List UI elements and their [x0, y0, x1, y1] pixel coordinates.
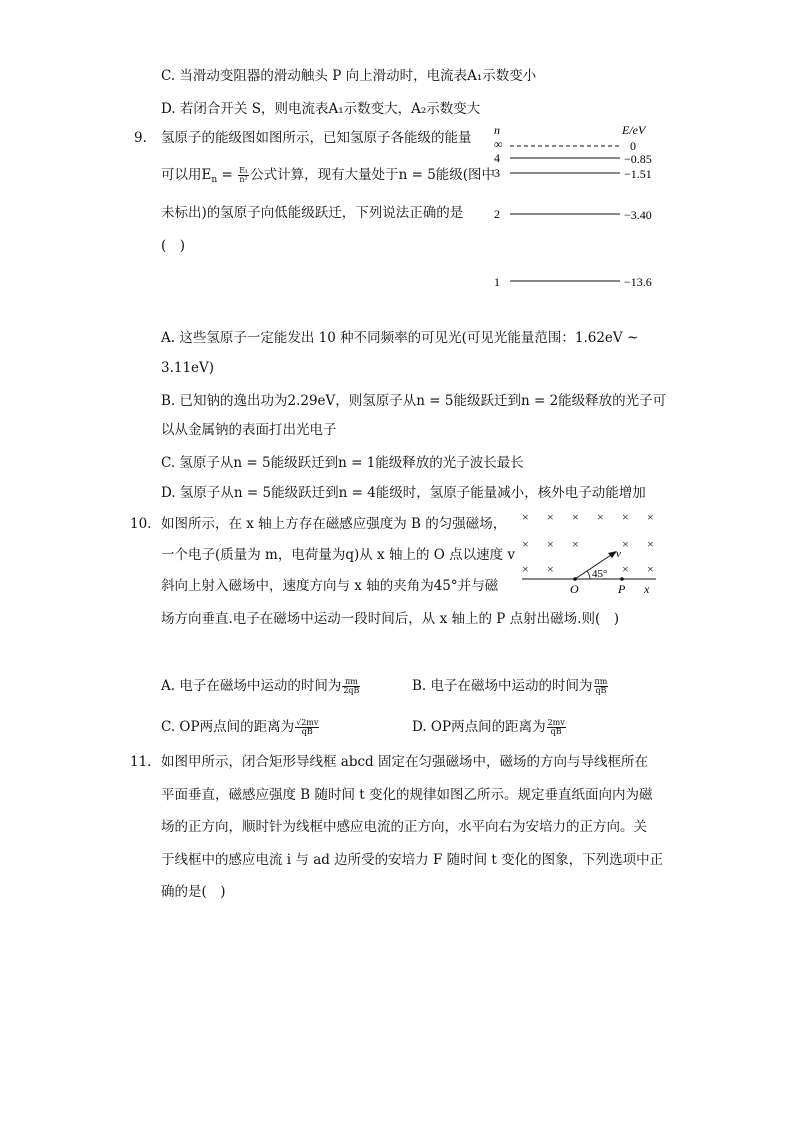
- velocity-label: v: [616, 548, 621, 560]
- magnetic-field-diagram: [518, 507, 663, 597]
- n-axis-label: n: [494, 123, 500, 137]
- x-axis-label: x: [644, 582, 650, 596]
- svg-text:×: ×: [622, 562, 629, 576]
- q10-stem-line4: 场方向垂直.电子在磁场中运动一段时间后，从 x 轴上的 P 点射出磁场.则( ): [161, 611, 619, 627]
- svg-text:−0.85: −0.85: [624, 152, 652, 166]
- q9-number: 9.: [134, 130, 147, 146]
- q11-stem-line4: 于线框中的感应电流 i 与 ad 边所受的安培力 F 随时间 t 变化的图象，下列选项中正: [161, 852, 664, 868]
- q8-option-c: C. 当滑动变阻器的滑动触头 P 向上滑动时，电流表A₁示数变小: [161, 68, 537, 84]
- svg-text:×: ×: [547, 537, 554, 551]
- svg-text:∞: ∞: [494, 137, 503, 151]
- svg-text:×: ×: [647, 537, 654, 551]
- q9-option-a-line1: A. 这些氢原子一定能发出 10 种不同频率的可见光(可见光能量范围：1.62eV ~: [161, 330, 639, 346]
- svg-text:−1.51: −1.51: [624, 167, 652, 181]
- svg-text:−3.40: −3.40: [624, 208, 652, 222]
- svg-text:×: ×: [522, 510, 529, 524]
- point-p-dot: [620, 577, 624, 581]
- energy-axis-label: E/eV: [622, 123, 646, 137]
- svg-text:×: ×: [547, 510, 554, 524]
- q11-number: 11.: [130, 754, 152, 770]
- q9-option-d: D. 氢原子从n = 5能级跃迁到n = 4能级时，氢原子能量减小，核外电子动能增加: [161, 485, 646, 501]
- point-o-label: O: [570, 582, 579, 596]
- svg-text:×: ×: [572, 510, 579, 524]
- level-4: [494, 151, 652, 166]
- field-crosses: [522, 510, 654, 576]
- point-o-dot: [573, 577, 577, 581]
- energy-formula-fraction: $\frac{\text{E₁}}{\text{n²}}$: [239, 166, 249, 184]
- svg-text:×: ×: [597, 510, 604, 524]
- svg-text:×: ×: [572, 537, 579, 551]
- energy-level-diagram: [488, 122, 668, 294]
- q10-stem-line1: 如图所示，在 x 轴上方存在磁感应强度为 B 的匀强磁场，: [161, 516, 507, 532]
- q9-option-b-line2: 以从金属钠的表面打出光电子: [161, 422, 337, 438]
- q9-stem-line3: 未标出)的氢原子向低能级跃迁，下列说法正确的是: [161, 205, 464, 221]
- svg-text:×: ×: [522, 562, 529, 576]
- svg-text:×: ×: [547, 562, 554, 576]
- svg-text:×: ×: [647, 510, 654, 524]
- point-p-label: P: [618, 582, 626, 596]
- q10-stem-line2: 一个电子(质量为 m，电荷量为q)从 x 轴上的 O 点以速度 v: [161, 547, 516, 563]
- svg-text:−13.6: −13.6: [624, 275, 652, 289]
- svg-text:×: ×: [622, 537, 629, 551]
- level-1: [494, 275, 652, 289]
- angle-label: 45°: [592, 568, 608, 580]
- q10-number: 10.: [130, 516, 152, 532]
- q10-stem-line3: 斜向上射入磁场中，速度方向与 x 轴的夹角为45°并与磁: [161, 578, 499, 594]
- q9-option-a-line2: 3.11eV): [161, 360, 215, 376]
- level-2: [494, 207, 652, 222]
- level-infinity: [494, 137, 636, 153]
- angle-arc: [587, 571, 590, 579]
- svg-text:×: ×: [522, 537, 529, 551]
- q11-stem-line2: 平面垂直，磁感应强度 B 随时间 t 变化的规律如图乙所示。规定垂直纸面向内为磁: [161, 787, 653, 803]
- q9-stem-line1: 氢原子的能级图如图所示，已知氢原子各能级的能量: [161, 130, 472, 146]
- q9-option-b-line1: B. 已知钠的逸出功为2.29eV，则氢原子从n = 5能级跃迁到n = 2能级释放的光子可: [161, 393, 667, 409]
- svg-text:×: ×: [622, 510, 629, 524]
- q10-option-b: B. 电子在磁场中运动的时间为 $\frac{\pi m}{qB}$: [412, 677, 608, 695]
- q11-stem-line5: 确的是( ): [161, 884, 226, 900]
- q9-stem-line2: 可以用$E_n$ = $\frac{\text{E₁}}{\text{n²}}$ 公式计算，现有大量处于n = 5能级(图中: [161, 166, 496, 185]
- q8-option-d: D. 若闭合开关 S，则电流表A₁示数变大，A₂示数变大: [161, 101, 481, 117]
- svg-text:2: 2: [494, 207, 500, 221]
- svg-text:4: 4: [494, 151, 500, 165]
- q9-answer-paren: ( ): [161, 238, 186, 254]
- q10-option-c: C. OP两点间的距离为 $\frac{√2mv}{qB}$: [161, 718, 319, 736]
- q10-option-a: A. 电子在磁场中运动的时间为 $\frac{\pi m}{2qB}$: [161, 677, 360, 695]
- q11-stem-line3: 场的正方向，顺时针为线框中感应电流的正方向，水平向右为安培力的正方向。关: [161, 819, 647, 835]
- svg-text:0: 0: [630, 139, 636, 153]
- svg-text:1: 1: [494, 275, 500, 289]
- q11-stem-line1: 如图甲所示，闭合矩形导线框 abcd 固定在匀强磁场中，磁场的方向与导线框所在: [161, 754, 648, 770]
- q10-option-d: D. OP两点间的距离为 $\frac{2mv}{qB}$: [412, 718, 565, 736]
- level-3: [494, 166, 652, 181]
- q9-option-c: C. 氢原子从n = 5能级跃迁到n = 1能级释放的光子波长最长: [161, 455, 524, 471]
- svg-text:3: 3: [494, 166, 500, 180]
- svg-text:×: ×: [647, 562, 654, 576]
